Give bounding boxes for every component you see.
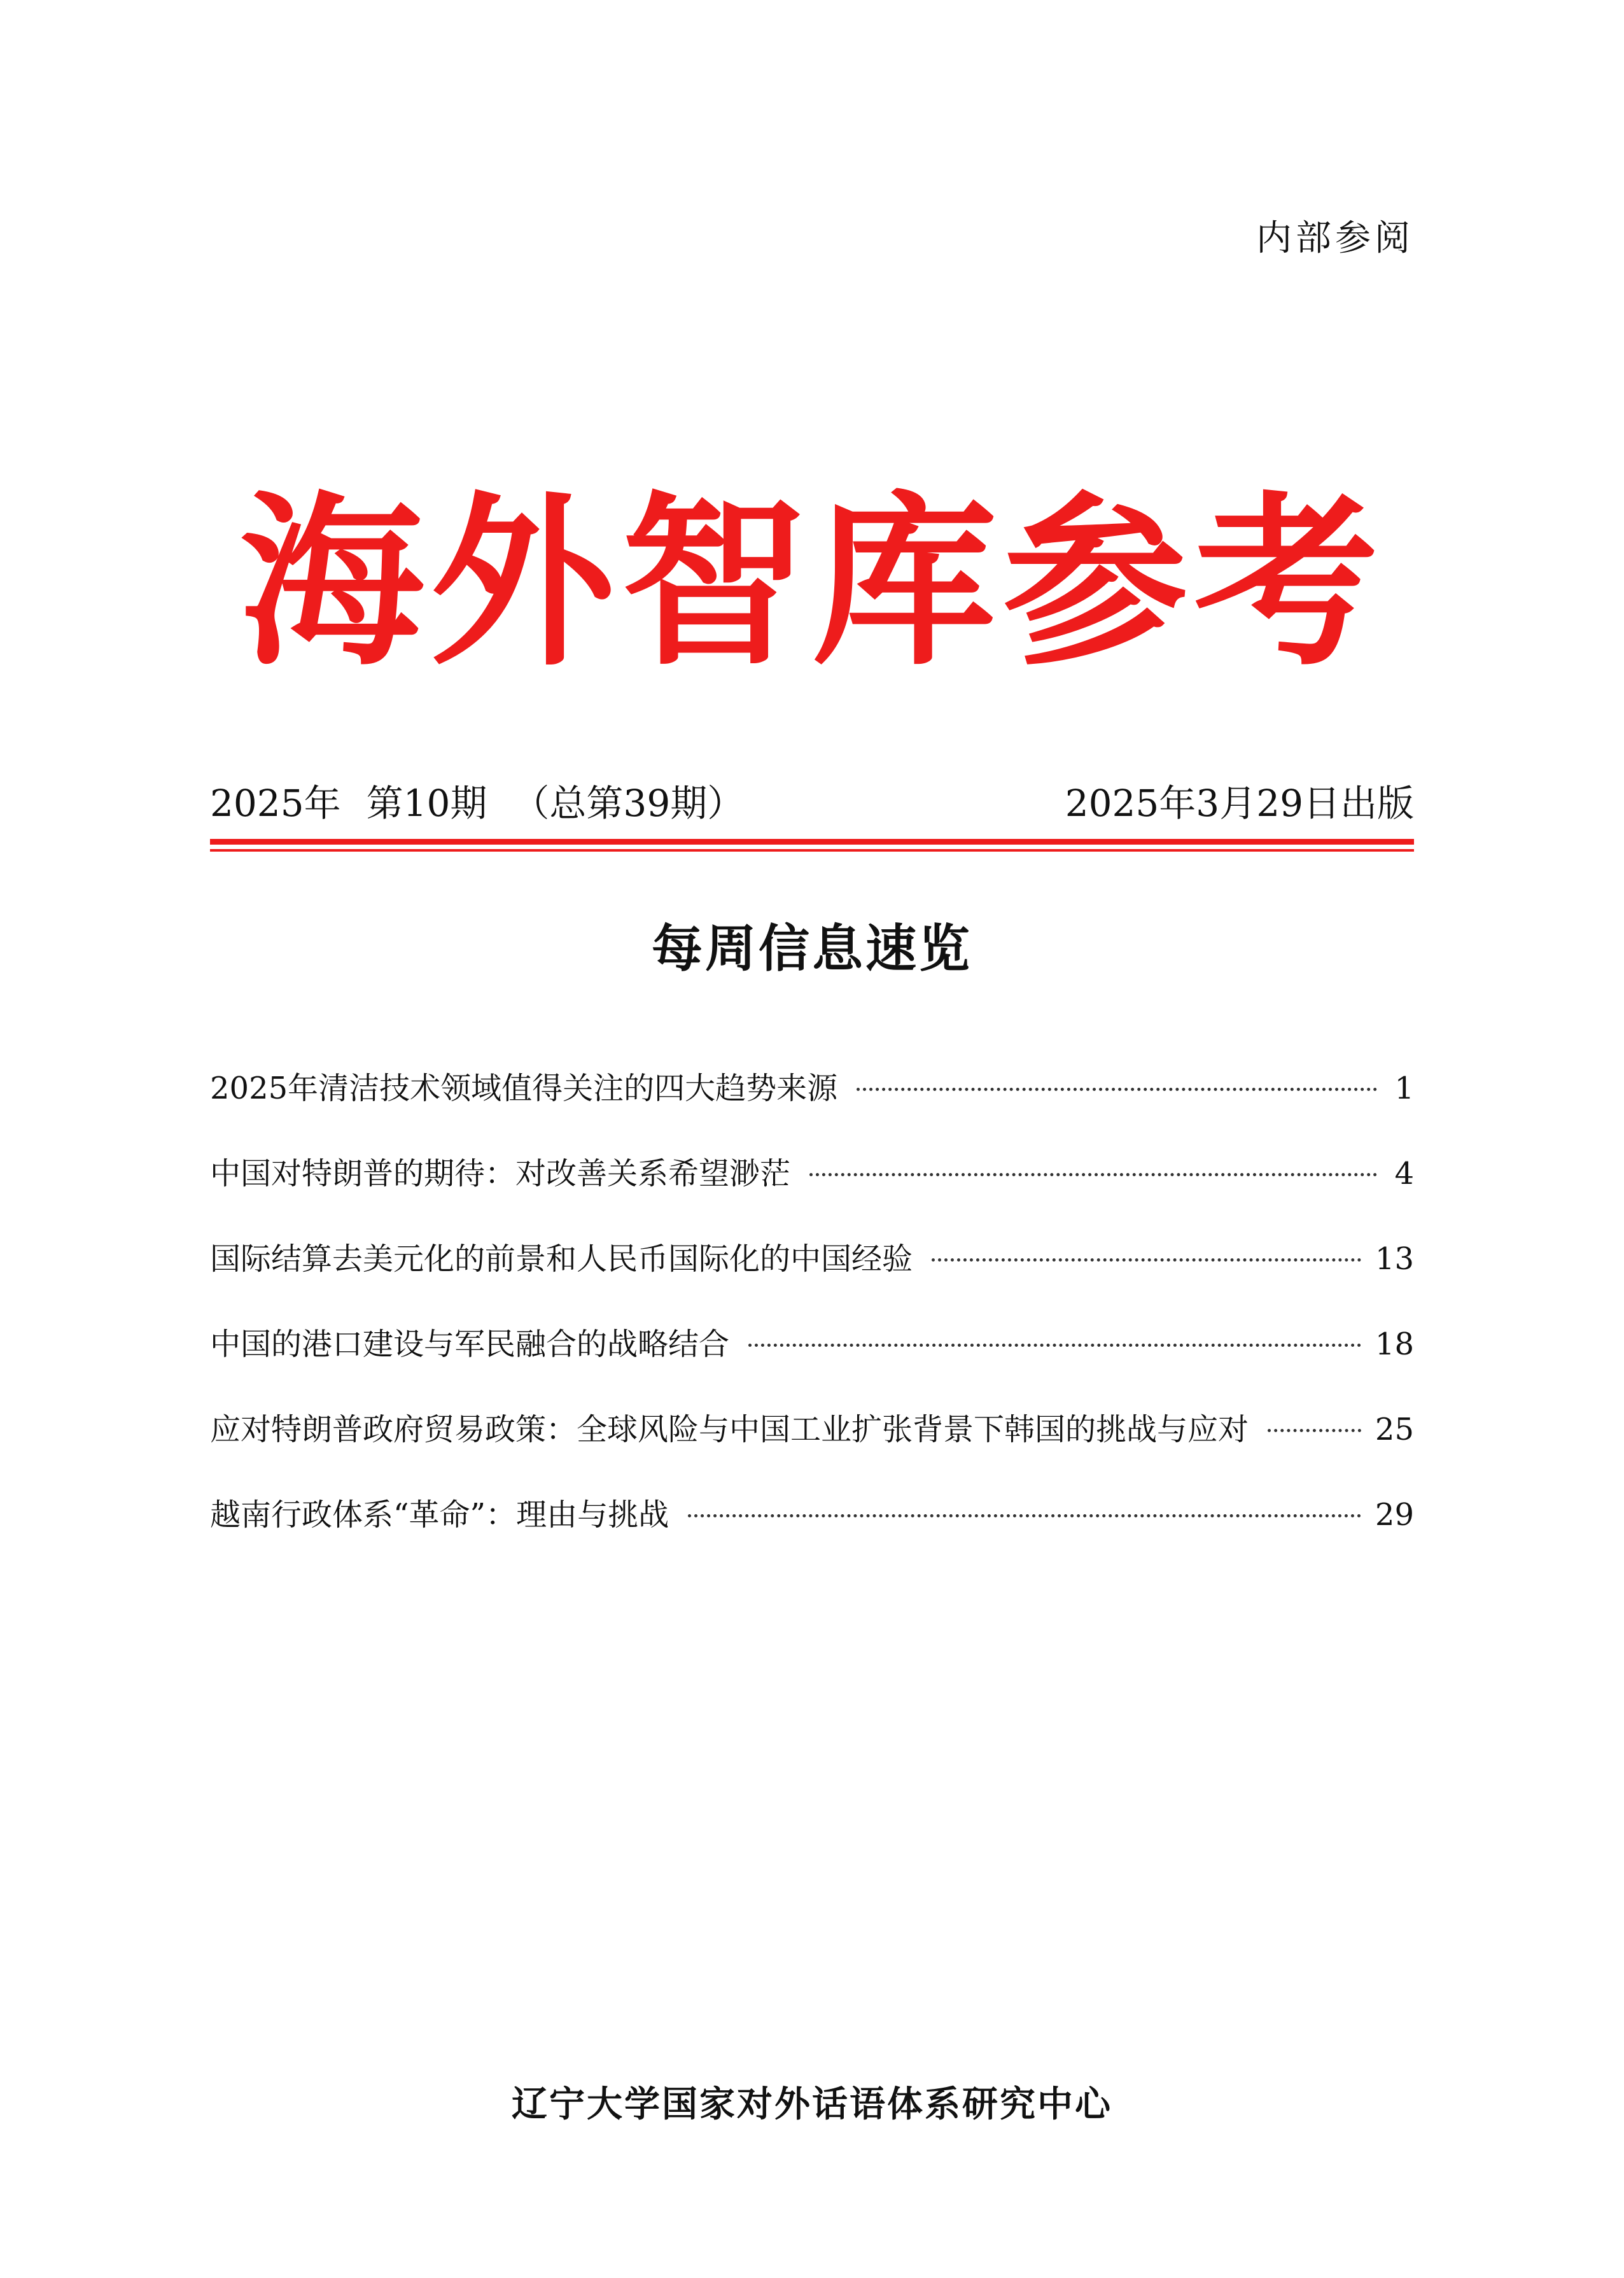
toc-entry[interactable] (210, 1234, 1414, 1319)
masthead-title: 海外智库参考 (239, 474, 1385, 691)
toc-entry[interactable] (210, 1489, 1414, 1575)
toc-entry[interactable] (210, 1319, 1414, 1404)
toc-entry[interactable] (210, 1148, 1414, 1234)
issue-cumulative: （总第39期） (512, 782, 745, 825)
table-of-contents (210, 1063, 1414, 1575)
toc-entry-page: 4 (1394, 1156, 1414, 1192)
publication-date: 2025年3月29日出版 (1065, 782, 1414, 825)
toc-leader-dots (809, 1173, 1377, 1176)
toc-entry-page: 29 (1375, 1497, 1414, 1533)
toc-entry[interactable] (210, 1063, 1414, 1148)
issue-year: 2025年 (210, 782, 341, 825)
header-rule-thick (210, 839, 1414, 845)
classification-label: 内部参阅 (1256, 218, 1414, 259)
toc-entry-title: 2025年清洁技术领域值得关注的四大趋势来源 (210, 1071, 838, 1106)
toc-leader-dots (857, 1088, 1377, 1091)
toc-entry[interactable] (210, 1404, 1414, 1489)
toc-entry-page: 13 (1375, 1241, 1414, 1277)
toc-entry-page: 1 (1394, 1071, 1414, 1106)
issue-number: 第10期 (366, 782, 487, 825)
header-rule-thin (210, 849, 1414, 852)
toc-leader-dots (1268, 1429, 1361, 1432)
toc-entry-title: 国际结算去美元化的前景和人民币国际化的中国经验 (210, 1241, 913, 1277)
toc-entry-page: 25 (1375, 1412, 1414, 1447)
toc-entry-title: 越南行政体系“革命”：理由与挑战 (210, 1497, 669, 1533)
toc-entry-title: 中国的港口建设与军民融合的战略结合 (210, 1326, 730, 1362)
publisher-name: 辽宁大学国家对外话语体系研究中心 (512, 2084, 1112, 2125)
toc-entry-title: 应对特朗普政府贸易政策：全球风险与中国工业扩张背景下韩国的挑战与应对 (210, 1412, 1249, 1447)
issue-number-group (210, 778, 744, 829)
issue-info (210, 778, 1414, 829)
toc-entry-title: 中国对特朗普的期待：对改善关系希望渺茫 (210, 1156, 791, 1192)
toc-leader-dots (748, 1344, 1361, 1347)
toc-leader-dots (932, 1258, 1361, 1262)
toc-entry-page: 18 (1375, 1326, 1414, 1362)
toc-leader-dots (688, 1514, 1361, 1517)
section-title: 每周信息速览 (652, 919, 972, 978)
